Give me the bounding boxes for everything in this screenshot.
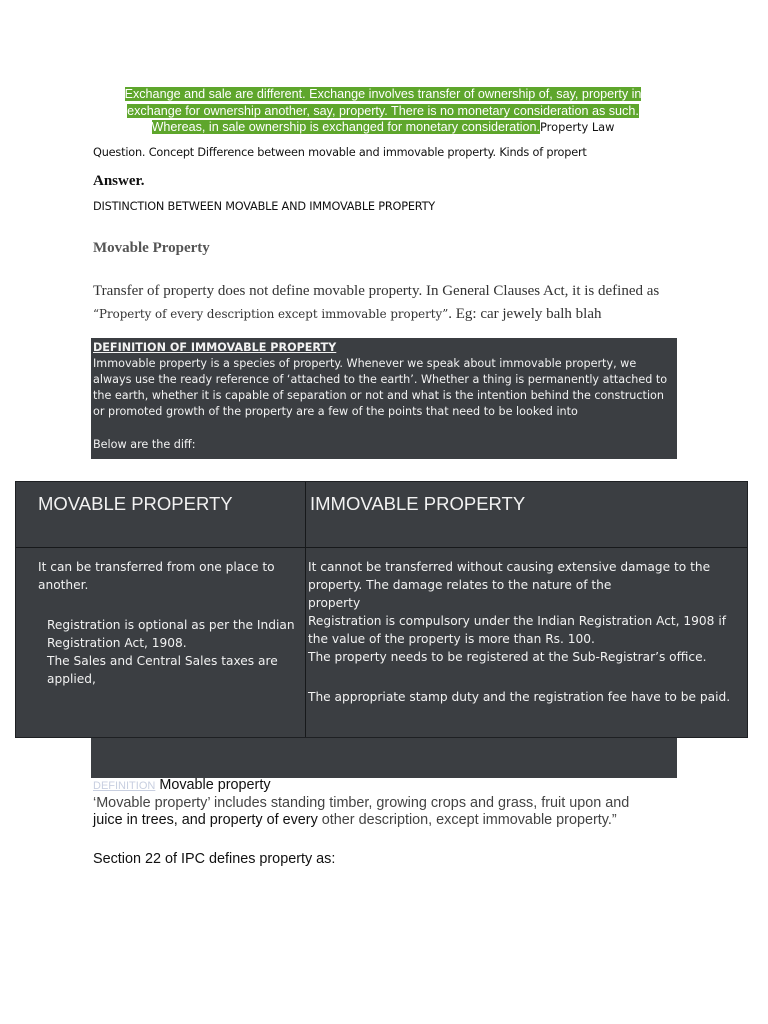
header-immovable-property: IMMOVABLE PROPERTY	[310, 493, 526, 514]
movable-definition-block	[93, 777, 693, 829]
highlight-line-2: exchange for ownership another, say, property. There is no monetary consideration as such.	[127, 103, 639, 118]
immovable-definition-title: DEFINITION OF IMMOVABLE PROPERTY	[93, 341, 337, 354]
definition-line-1: ‘Movable property’ includes standing timber, growing crops and grass, fruit upon and	[93, 795, 630, 811]
table-column-divider	[305, 482, 306, 737]
immovable-transfer-text: It cannot be transferred without causing extensive damage to the property. The damage relates to the nature of the	[308, 560, 711, 592]
immovable-stamp-duty-text: The appropriate stamp duty and the registration fee have to be paid.	[308, 690, 731, 704]
property-law-label: Property Law	[540, 120, 615, 134]
highlight-line-1: Exchange and sale are different. Exchange involves transfer of ownership of, say, property in	[124, 87, 642, 101]
definition-ghost-label: DEFINITION	[93, 780, 156, 792]
definition-title: Movable property	[159, 777, 271, 793]
table-header-divider	[16, 547, 747, 548]
section-22-text: Section 22 of IPC defines property as:	[93, 851, 336, 867]
immovable-cell	[308, 558, 746, 706]
dark-footer-band	[91, 738, 677, 778]
movable-taxes-text: The Sales and Central Sales taxes are applied,	[47, 654, 278, 686]
question-text: Question. Concept Difference between movable and immovable property. Kinds of propert	[93, 146, 587, 159]
movable-para-part1: Transfer of property does not define movable property. In General Clauses Act, it is defined as	[93, 283, 660, 299]
distinction-heading: DISTINCTION BETWEEN MOVABLE AND IMMOVABLE PROPERTY	[93, 200, 435, 213]
immovable-definition-box	[91, 338, 677, 459]
movable-registration-text: Registration is optional as per the Indian Registration Act, 1908.	[47, 618, 295, 650]
movable-property-heading: Movable Property	[93, 240, 210, 256]
movable-cell-transfer: It can be transferred from one place to another.	[38, 560, 275, 592]
immovable-definition-body: Immovable property is a species of property. Whenever we speak about immovable property, we always use the ready reference of ‘attached to the earth’. Whether a thing is permanently attached to the earth, whether it is capable of separation or not and what is the intention behind the construction or promoted growth of the property are a few of the points that need to be looked into	[93, 357, 668, 418]
below-diff-text: Below are the diff:	[93, 438, 196, 451]
immovable-registration-text: Registration is compulsory under the Indian Registration Act, 1908 if the value of the property is more than Rs. 100.	[308, 614, 726, 646]
immovable-property-word: property	[308, 596, 361, 610]
movable-property-paragraph	[93, 280, 683, 326]
answer-label: Answer.	[93, 173, 145, 189]
movable-para-quote: “Property of every description except immovable property”	[93, 307, 449, 321]
movable-para-part2: . Eg: car jewely balh blah	[448, 306, 602, 322]
definition-line-2b: other description, except immovable property.”	[321, 812, 617, 828]
header-movable-property: MOVABLE PROPERTY	[38, 493, 233, 514]
highlight-line-3: Whereas, in sale ownership is exchanged for monetary consideration.	[151, 120, 541, 134]
immovable-subregistrar-text: The property needs to be registered at the Sub-Registrar’s office.	[308, 650, 707, 664]
highlighted-note	[93, 86, 673, 136]
movable-cell-registration	[47, 616, 305, 688]
definition-line-2a: juice in trees, and property of every	[93, 812, 318, 828]
comparison-table	[15, 481, 748, 738]
